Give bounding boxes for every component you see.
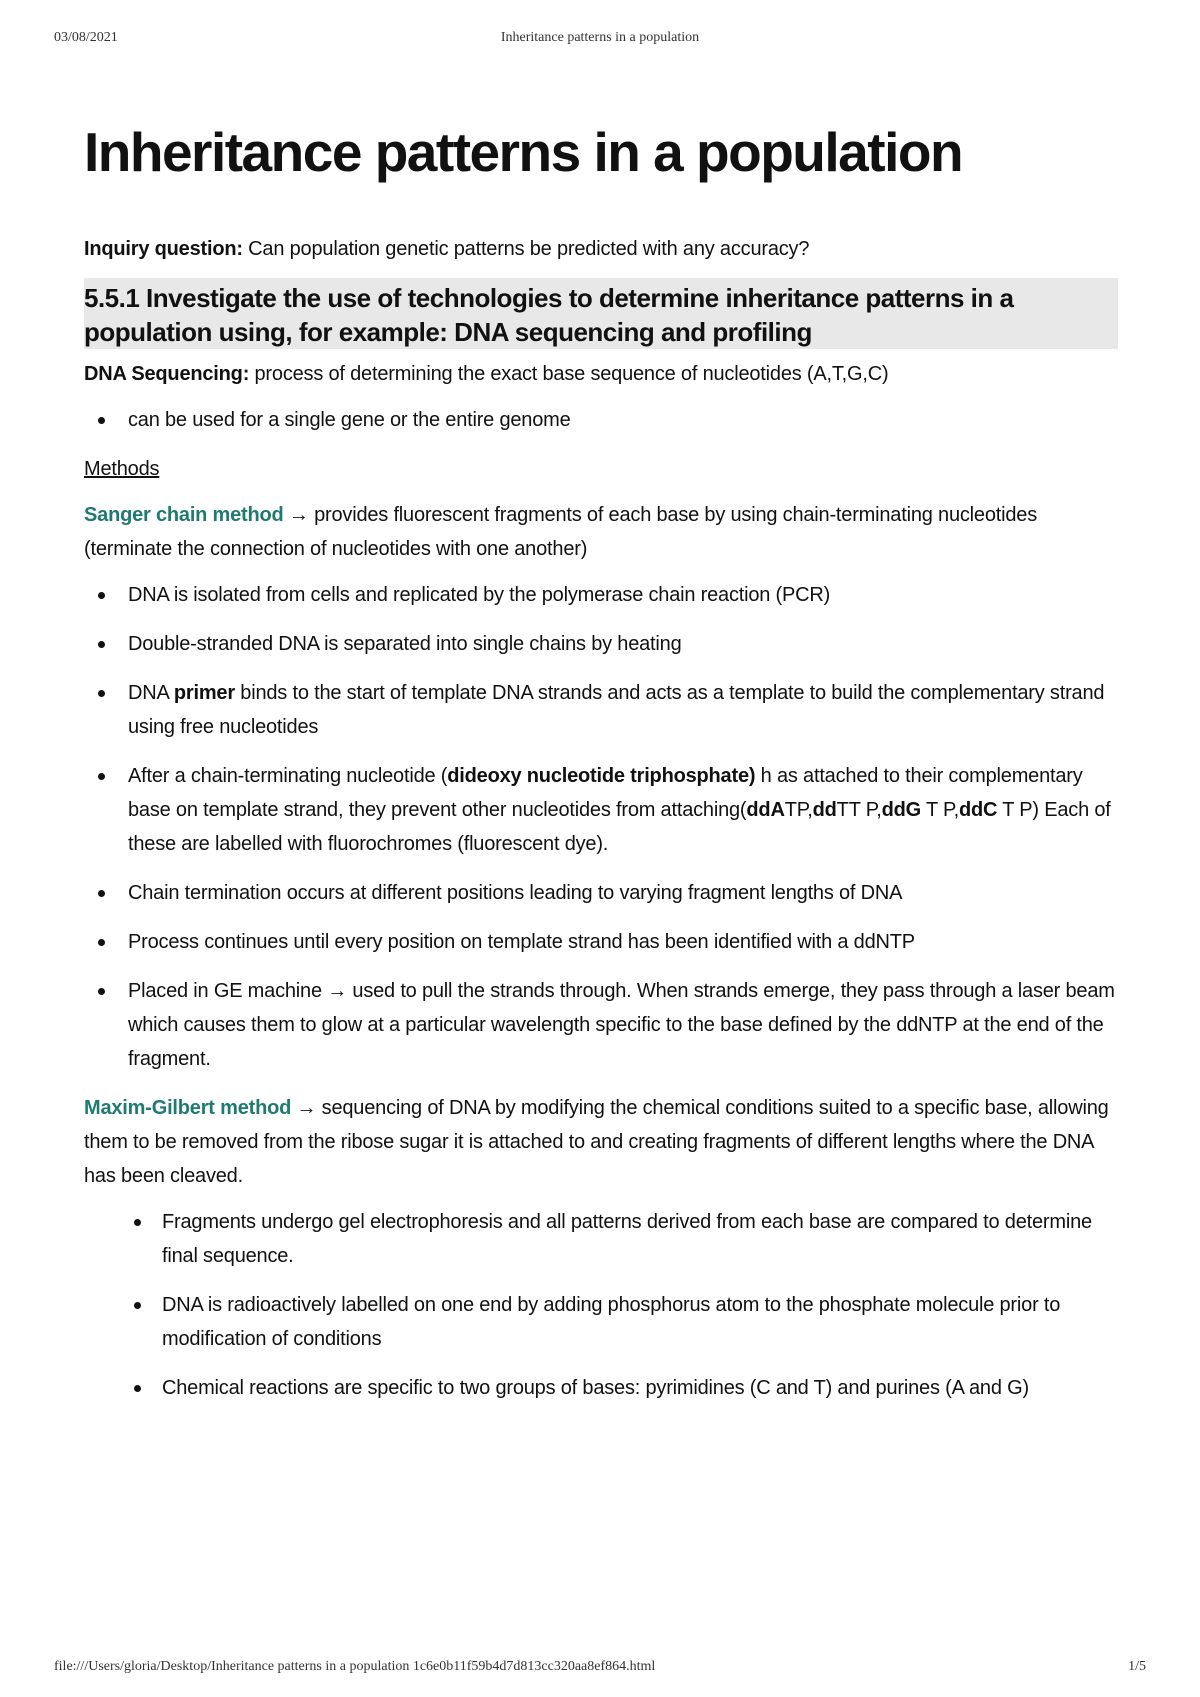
maxim-method-name: Maxim-Gilbert method <box>84 1097 292 1119</box>
list-item: Fragments undergo gel electrophoresis and all patterns derived from each base are compared to determine final sequence. <box>84 1205 1118 1273</box>
list-item: Chemical reactions are specific to two groups of bases: pyrimidines (C and T) and purines (A and G) <box>84 1371 1118 1405</box>
page-number: 1/5 <box>1128 1659 1146 1674</box>
dna-sequencing-definition <box>84 357 1118 391</box>
list-item: Process continues until every position on template strand has been identified with a ddNTP <box>84 925 1118 959</box>
sanger-paragraph <box>84 498 1118 566</box>
text-run: T P) Each of these are labelled with fluorochromes (fluorescent dye). <box>128 799 1111 855</box>
list-item: DNA is isolated from cells and replicated by the polymerase chain reaction (PCR) <box>84 578 1118 612</box>
list-item: Double-stranded DNA is separated into single chains by heating <box>84 627 1118 661</box>
text-run: h as attached to their complementary base on template strand, they prevent other nucleotides from attaching( <box>128 765 1083 821</box>
bold-term: dd <box>881 799 906 821</box>
list-item <box>84 759 1118 861</box>
bold-term: dd <box>958 799 984 821</box>
list-item: DNA is radioactively labelled on one end by adding phosphorus atom to the phosphate molecule prior to modification of conditions <box>84 1288 1118 1356</box>
bold-term: dideoxy nucleotide triphosphate) <box>447 765 756 787</box>
text-run: T P, <box>921 799 959 821</box>
methods-heading: Methods <box>84 458 160 480</box>
page-title: Inheritance patterns in a population <box>84 121 963 183</box>
text-run: After a chain-terminating nucleotide ( <box>128 765 448 787</box>
print-date: 03/08/2021 <box>54 30 118 45</box>
maxim-paragraph <box>84 1091 1118 1193</box>
bold-term: dd <box>746 799 771 821</box>
bold-term: G <box>905 799 922 821</box>
document-body <box>84 112 1118 1420</box>
list-item: can be used for a single gene or the entire genome <box>84 403 1118 437</box>
dna-sequencing-list <box>84 403 1118 437</box>
sanger-description: → provides fluorescent fragments of each base by using chain-terminating nucleotides (terminate the connection of nucleotides with one another) <box>84 504 1037 560</box>
text-run: TT P, <box>836 799 882 821</box>
print-footer <box>0 1659 1200 1681</box>
list-item: Placed in GE machine → used to pull the strands through. When strands emerge, they pass through a laser beam which causes them to glow at a particular wavelength specific to the base defined by the ddNTP at the end of the fragment. <box>84 974 1118 1076</box>
print-title: Inheritance patterns in a population <box>500 30 700 45</box>
bold-term: primer <box>173 682 235 704</box>
inquiry-text: Can population genetic patterns be predicted with any accuracy? <box>242 238 810 260</box>
bold-term: A <box>770 799 785 821</box>
dna-sequencing-label: DNA Sequencing: <box>84 363 250 385</box>
text-run: DNA <box>128 682 174 704</box>
list-item: Chain termination occurs at different positions leading to varying fragment lengths of DNA <box>84 876 1118 910</box>
inquiry-label: Inquiry question: <box>84 238 243 260</box>
file-url: file:///Users/gloria/Desktop/Inheritance patterns in a population 1c6e0b11f59b4d7d813cc320aa8ef864.html <box>54 1659 656 1674</box>
maxim-list <box>84 1205 1118 1405</box>
bold-term: C <box>983 799 998 821</box>
bold-term: dd <box>812 799 837 821</box>
dna-sequencing-text: process of determining the exact base sequence of nucleotides (A,T,G,C) <box>249 363 889 385</box>
sanger-method-name: Sanger chain method <box>84 504 284 526</box>
maxim-description: → sequencing of DNA by modifying the chemical conditions suited to a specific base, allowing them to be removed from the ribose sugar it is attached to and creating fragments of different lengths where the DNA has been cleaved. <box>84 1097 1109 1187</box>
sanger-list <box>84 578 1118 1076</box>
list-item <box>84 676 1118 744</box>
print-header <box>0 30 1200 54</box>
section-heading: 5.5.1 Investigate the use of technologies to determine inheritance patterns in a population using, for example: DNA sequencing and profiling <box>84 278 1118 349</box>
inquiry-question <box>84 232 1118 266</box>
text-run: binds to the start of template DNA strands and acts as a template to build the complementary strand using free nucleotides <box>128 682 1105 738</box>
text-run: TP, <box>784 799 813 821</box>
